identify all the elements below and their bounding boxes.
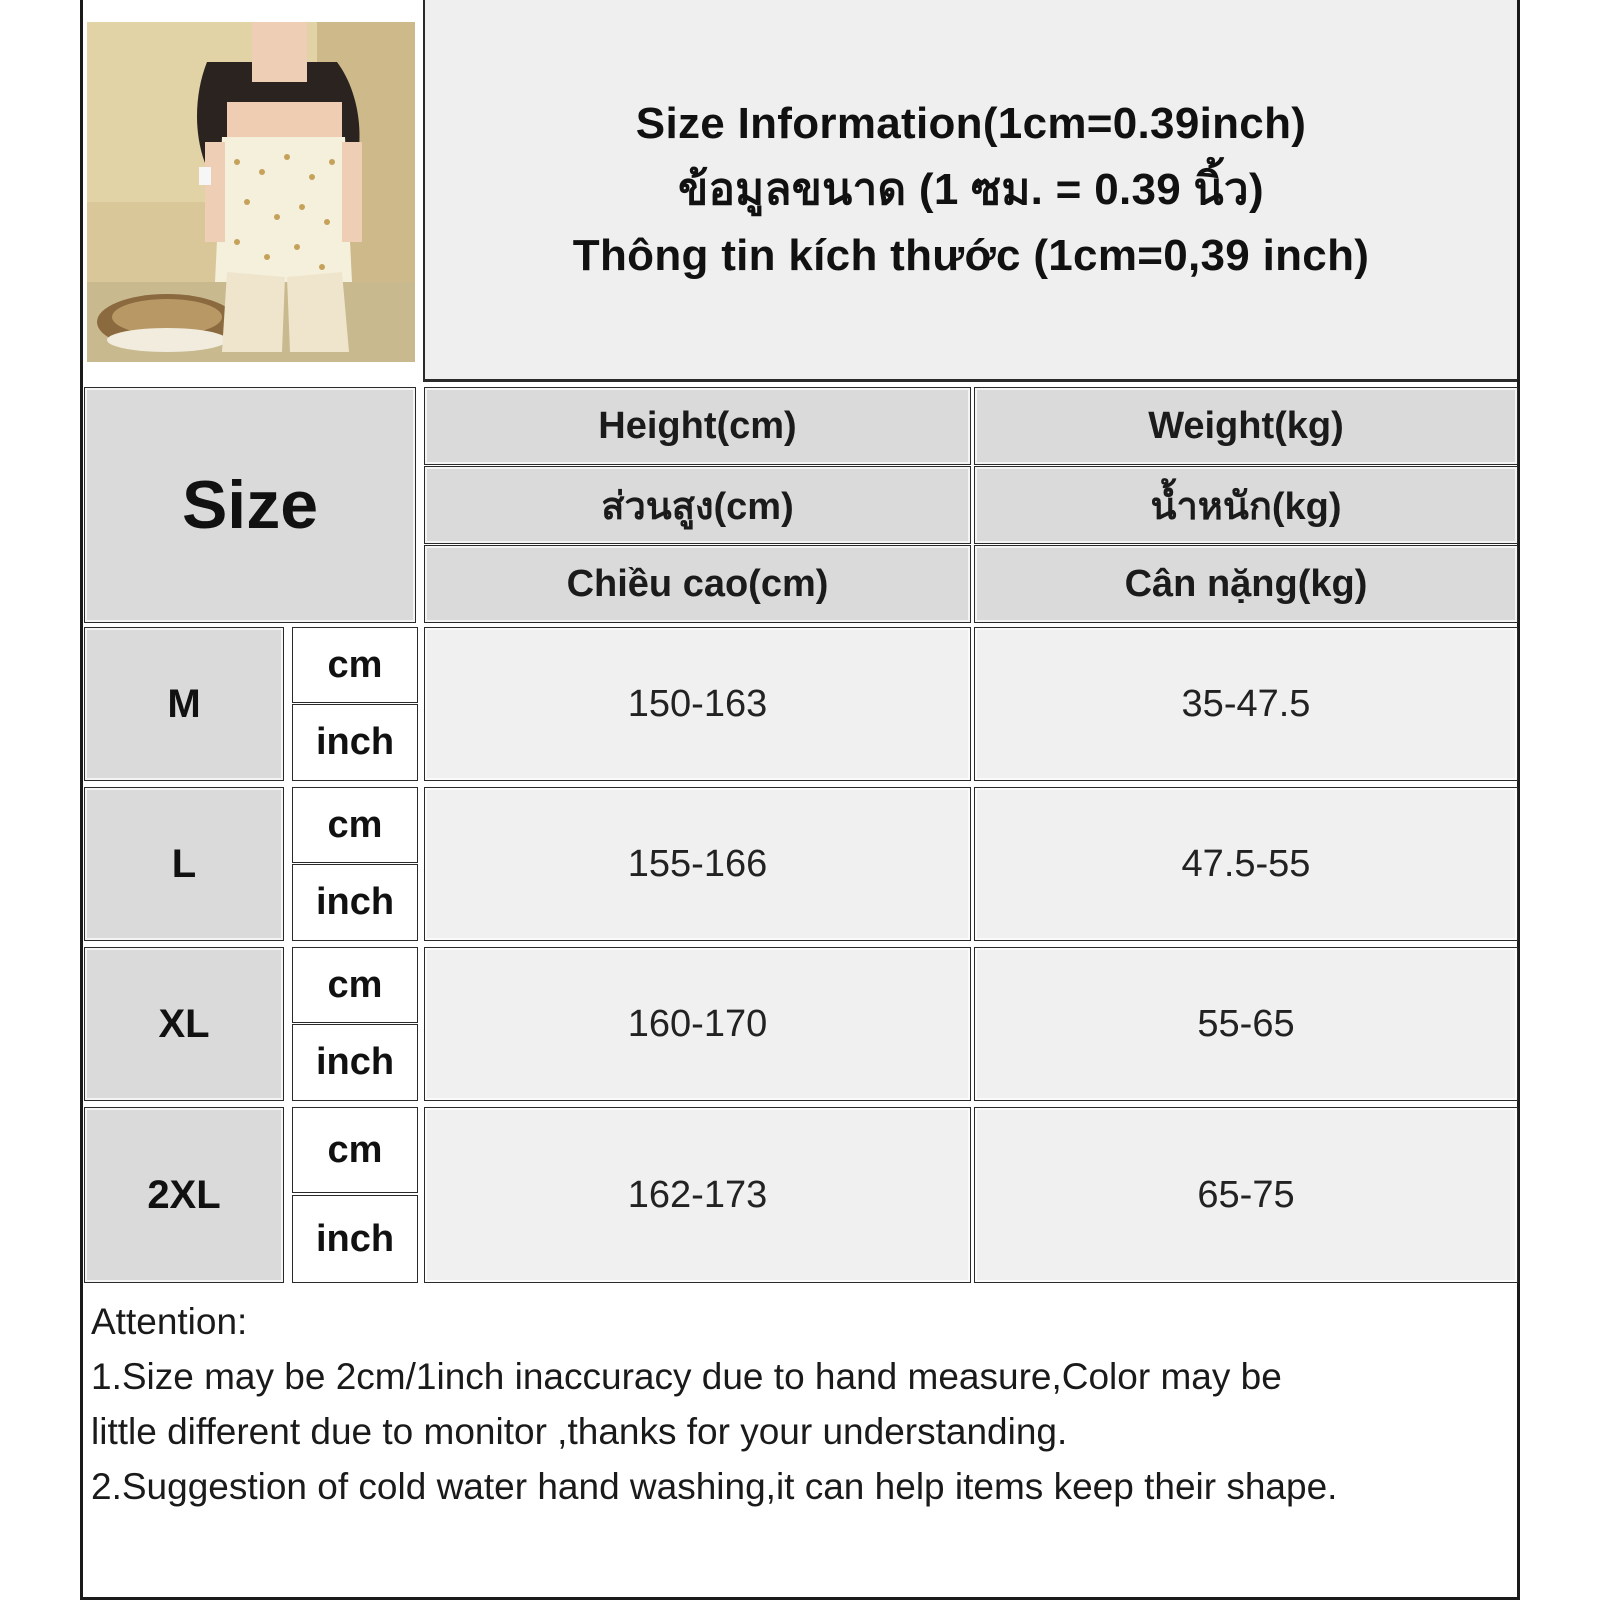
title-thai: ข้อมูลขนาด (1 ซม. = 0.39 นิ้ว)	[678, 164, 1264, 214]
attention-notes	[83, 1288, 1517, 1520]
height-value-m: 150-163	[425, 628, 970, 780]
product-photo-illustration	[87, 22, 415, 362]
weight-header-en: Weight(kg)	[975, 388, 1517, 464]
weight-header-vi: Cân nặng(kg)	[975, 546, 1517, 622]
title-vietnamese: Thông tin kích thước (1cm=0,39 inch)	[572, 230, 1370, 280]
size-header-cell	[85, 388, 415, 622]
height-header-vi: Chiều cao(cm)	[425, 546, 970, 622]
height-value-2xl: 162-173	[425, 1108, 970, 1282]
unit-inch-l: inch	[293, 865, 417, 940]
size-information-title-block	[423, 0, 1517, 382]
size-header-label: Size	[181, 467, 319, 543]
unit-inch-m: inch	[293, 705, 417, 780]
title-english: Size Information(1cm=0.39inch)	[635, 98, 1307, 148]
product-photo	[87, 22, 415, 362]
weight-value-2xl: 65-75	[975, 1108, 1517, 1282]
unit-inch-2xl: inch	[293, 1196, 417, 1282]
weight-value-l: 47.5-55	[975, 788, 1517, 940]
weight-value-xl: 55-65	[975, 948, 1517, 1100]
size-label-m: M	[85, 628, 283, 780]
size-label-xl: XL	[85, 948, 283, 1100]
notes-line-1: 1.Size may be 2cm/1inch inaccuracy due to hand measure,Color may be	[91, 1356, 1282, 1397]
notes-heading: Attention:	[91, 1301, 248, 1342]
notes-line-3: 2.Suggestion of cold water hand washing,it can help items keep their shape.	[91, 1466, 1338, 1507]
weight-value-m: 35-47.5	[975, 628, 1517, 780]
height-value-xl: 160-170	[425, 948, 970, 1100]
unit-inch-xl: inch	[293, 1025, 417, 1100]
unit-cm-l: cm	[293, 788, 417, 862]
height-value-l: 155-166	[425, 788, 970, 940]
size-label-2xl: 2XL	[85, 1108, 283, 1282]
height-header-th: ส่วนสูง(cm)	[425, 467, 970, 543]
size-chart-sheet	[80, 0, 1520, 1600]
unit-cm-xl: cm	[293, 948, 417, 1022]
unit-cm-m: cm	[293, 628, 417, 702]
notes-line-2: little different due to monitor ,thanks for your understanding.	[91, 1411, 1068, 1452]
height-header-en: Height(cm)	[425, 388, 970, 464]
size-label-l: L	[85, 788, 283, 940]
weight-header-th: น้ำหนัก(kg)	[975, 467, 1517, 543]
unit-cm-2xl: cm	[293, 1108, 417, 1192]
